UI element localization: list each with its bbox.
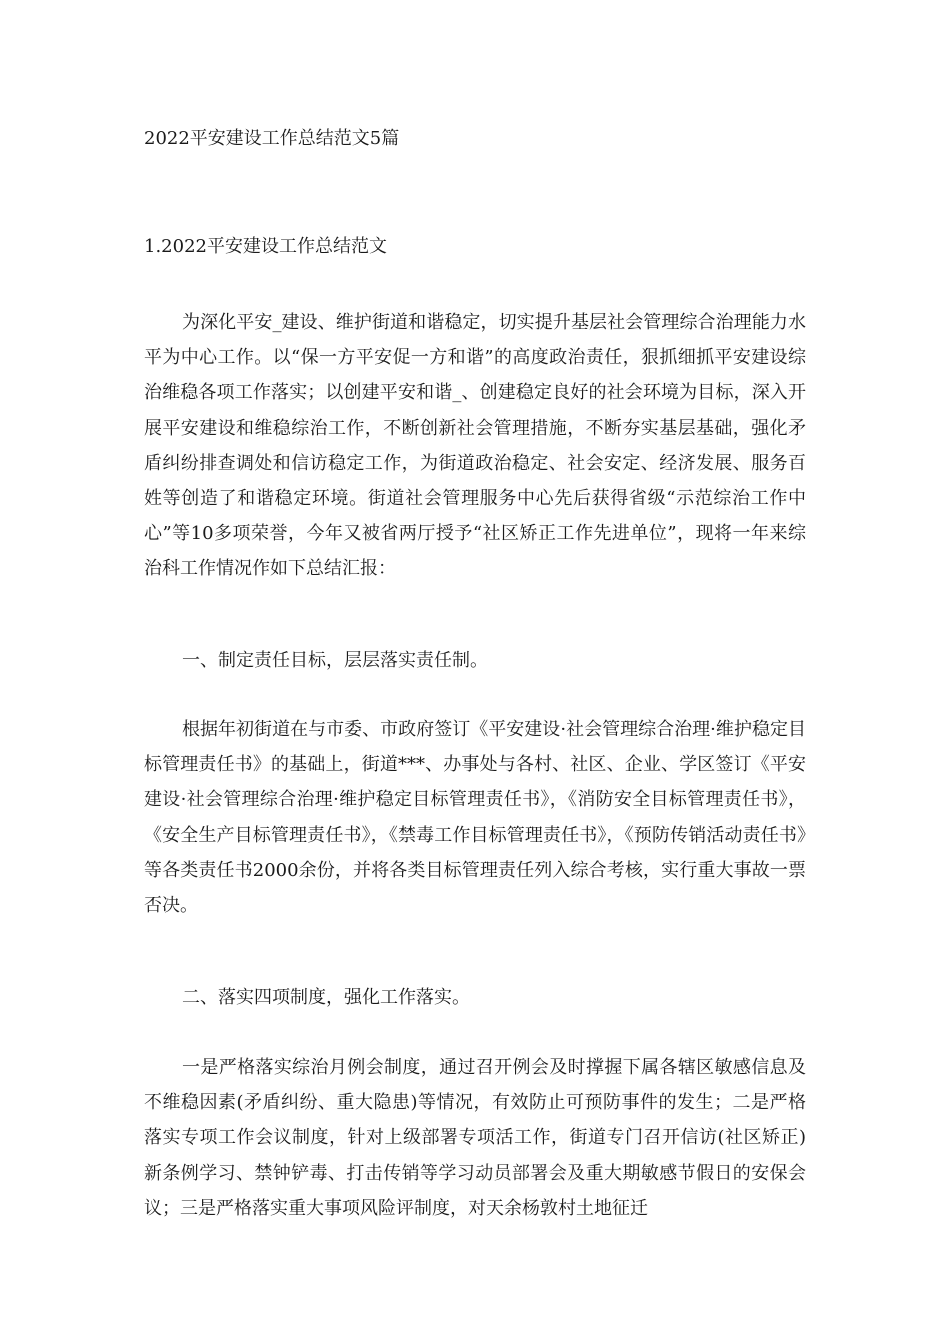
paragraph-responsibility: 根据年初街道在与市委、市政府签订《平安建设·社会管理综合治理·维护稳定目标管理责任书》的基础上，街道***、办事处与各村、社区、企业、学区签订《平安建设·社会管理综合治理·维护稳定目标管理责任书》，《消防安全目标管理责任书》，《安全生产目标管理责任书》，《禁毒工作目标管理责任书》，《预防传销活动责任书》等各类责任书2000余份，并将各类目标管理责任列入综合考核，实行重大事故一票否决。 bbox=[144, 719, 806, 917]
document-title: 2022平安建设工作总结范文5篇 bbox=[144, 128, 400, 149]
paragraph-four-systems: 一是严格落实综治月例会制度，通过召开例会及时撑握下属各辖区敏感信息及不维稳因素(矛盾纠纷、重大隐患)等情况，有效防止可预防事件的发生；二是严格落实专项工作会议制度，针对上级部署专项活工作，街道专门召开信访(社区矫正)新条例学习、禁钟铲毒、打击传销等学习动员部署会及重大期敏感节假日的安保会议；三是严格落实重大事项风险评制度，对天余杨敦村土地征迁 bbox=[144, 1057, 806, 1219]
heading-responsibility-targets: 一、制定责任目标，层层落实责任制。 bbox=[182, 650, 488, 671]
section-title: 1.2022平安建设工作总结范文 bbox=[144, 236, 387, 257]
heading-four-systems: 二、落实四项制度，强化工作落实。 bbox=[182, 987, 470, 1008]
paragraph-intro: 为深化平安_建设、维护街道和谐稳定，切实提升基层社会管理综合治理能力水平为中心工作。以“保一方平安促一方和谐”的高度政治责任，狠抓细抓平安建设综治维稳各项工作落实；以创建平安和谐_、创建稳定良好的社会环境为目标，深入开展平安建设和维稳综治工作，不断创新社会管理措施，不断夯实基层基础，强化矛盾纠纷排查调处和信访稳定工作，为街道政治稳定、社会安定、经济发展、服务百姓等创造了和谐稳定环境。街道社会管理服务中心先后获得省级“示范综治工作中心”等10多项荣誉，今年又被省两厅授予“社区矫正工作先进单位”，现将一年来综治科工作情况作如下总结汇报： bbox=[144, 312, 806, 580]
